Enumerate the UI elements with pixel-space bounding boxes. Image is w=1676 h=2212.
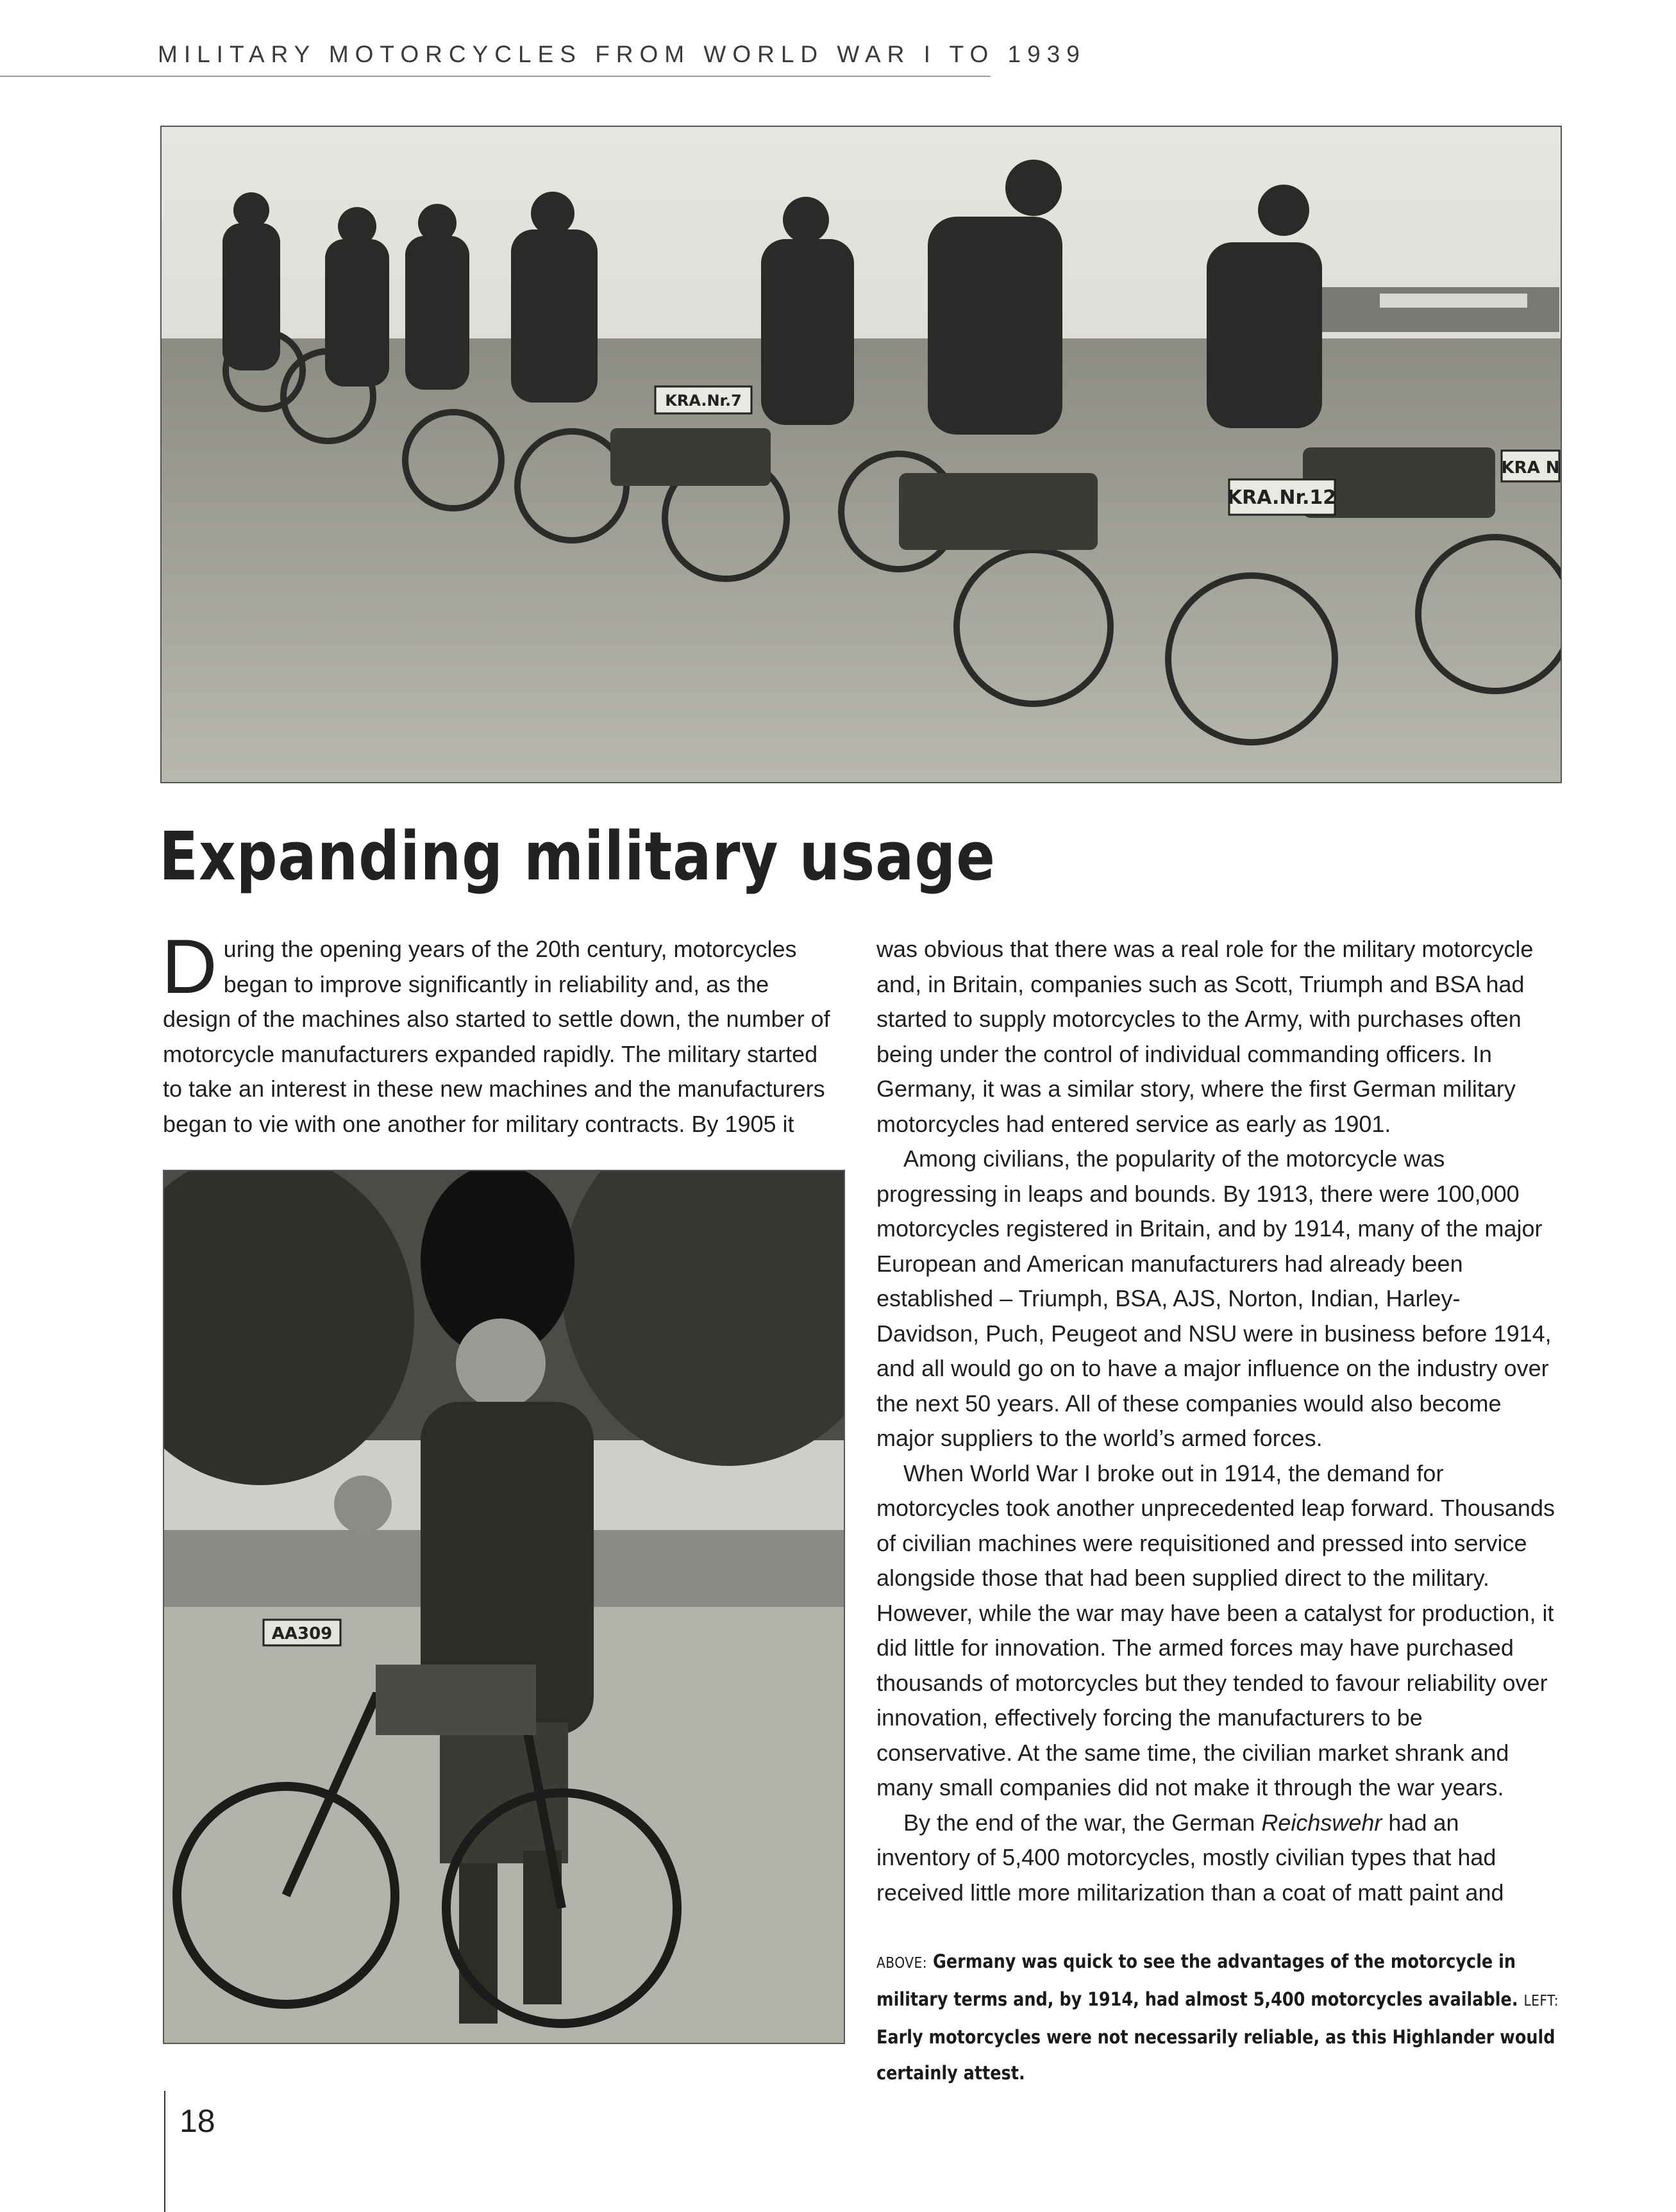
right-paragraph-3: When World War I broke out in 1914, the demand for motorcycles took another unprecedented leap forward. Thousands of civilian machines were requisitioned and pressed into service alongside those that had been supplied direct to the military. However, while the war may have been a catalyst for production, it did little for innovation. The armed forces may have purchased thousands of motorcycles but they tended to favour reliability over innovation, effectively forcing the manufacturers to be conservative. At the same time, the civilian market shrank and many small companies did not make it through the war years.	[876, 1459, 1555, 1800]
p4-text-a: By the end of the war, the German	[903, 1809, 1262, 1836]
caption-label-left: LEFT:	[1523, 1993, 1559, 2009]
caption-label-above: ABOVE:	[876, 1955, 928, 1972]
text-column-right	[876, 932, 1556, 1910]
caption-text-left: Early motorcycles were not necessarily reliable, as this Highlander would certainly attest.	[876, 2026, 1555, 2084]
plate-text-1: KRA.Nr.12	[1227, 486, 1337, 509]
photo-caption	[876, 1943, 1575, 2091]
right-paragraph-2: Among civilians, the popularity of the motorcycle was progressing in leaps and bounds. By 1913, there were 100,000 motorcycles registered in Britain, and by 1914, many of the major European and American manufacturers had already been established – Triumph, BSA, AJS, Norton, Indian, Harley-Davidson, Puch, Peugeot and NSU were in business before 1914, and all would go on to have a major influence on the industry over the next 50 years. All of these companies would also become major suppliers to the world’s armed forces.	[876, 1145, 1552, 1451]
running-head: MILITARY MOTORCYCLES FROM WORLD WAR I TO 1939	[158, 41, 1086, 67]
caption-text-above: Germany was quick to see the advantages of the motorcycle in military terms and, by 1914, had almost 5,400 motorcycles available.	[876, 1950, 1518, 2010]
left-paragraph-1: uring the opening years of the 20th century, motorcycles began to improve significantly in reliability and, as the design of the machines also started to settle down, the number of motorcycle manufacturers expanded rapidly. The military started to take an interest in these new machines and the manufacturers began to vie with one another for military contracts. By 1905 it	[163, 936, 830, 1137]
right-paragraph-1: was obvious that there was a real role for the military motorcycle and, in Britain, companies such as Scott, Triumph and BSA had started to supply motorcycles to the Army, with purchases often being under the control of individual commanding officers. In Germany, it was a similar story, where the first German military motorcycles had entered service as early as 1901.	[876, 936, 1534, 1137]
article-title: Expanding military usage	[159, 817, 996, 895]
plate-text-2: KRA N	[1501, 458, 1560, 478]
plate-text-3: KRA.Nr.7	[665, 392, 742, 410]
folio-rule	[164, 2091, 165, 2212]
drop-cap: D	[162, 924, 217, 1010]
photo-highlander-motorcycle	[163, 1170, 845, 2044]
text-column-left	[162, 924, 842, 1142]
photo-german-motorcyclists	[160, 126, 1562, 783]
header-rule	[0, 76, 991, 77]
page-number: 18	[180, 2103, 215, 2139]
plate-text: AA309	[271, 1624, 333, 1643]
right-paragraph-4	[876, 1806, 1556, 1911]
p4-text-b: had an inventory of 5,400 motorcycles, mostly civilian types that had received little more militarization than a coat of matt paint and	[876, 1809, 1504, 1906]
p4-italic: Reichswehr	[1261, 1809, 1382, 1836]
